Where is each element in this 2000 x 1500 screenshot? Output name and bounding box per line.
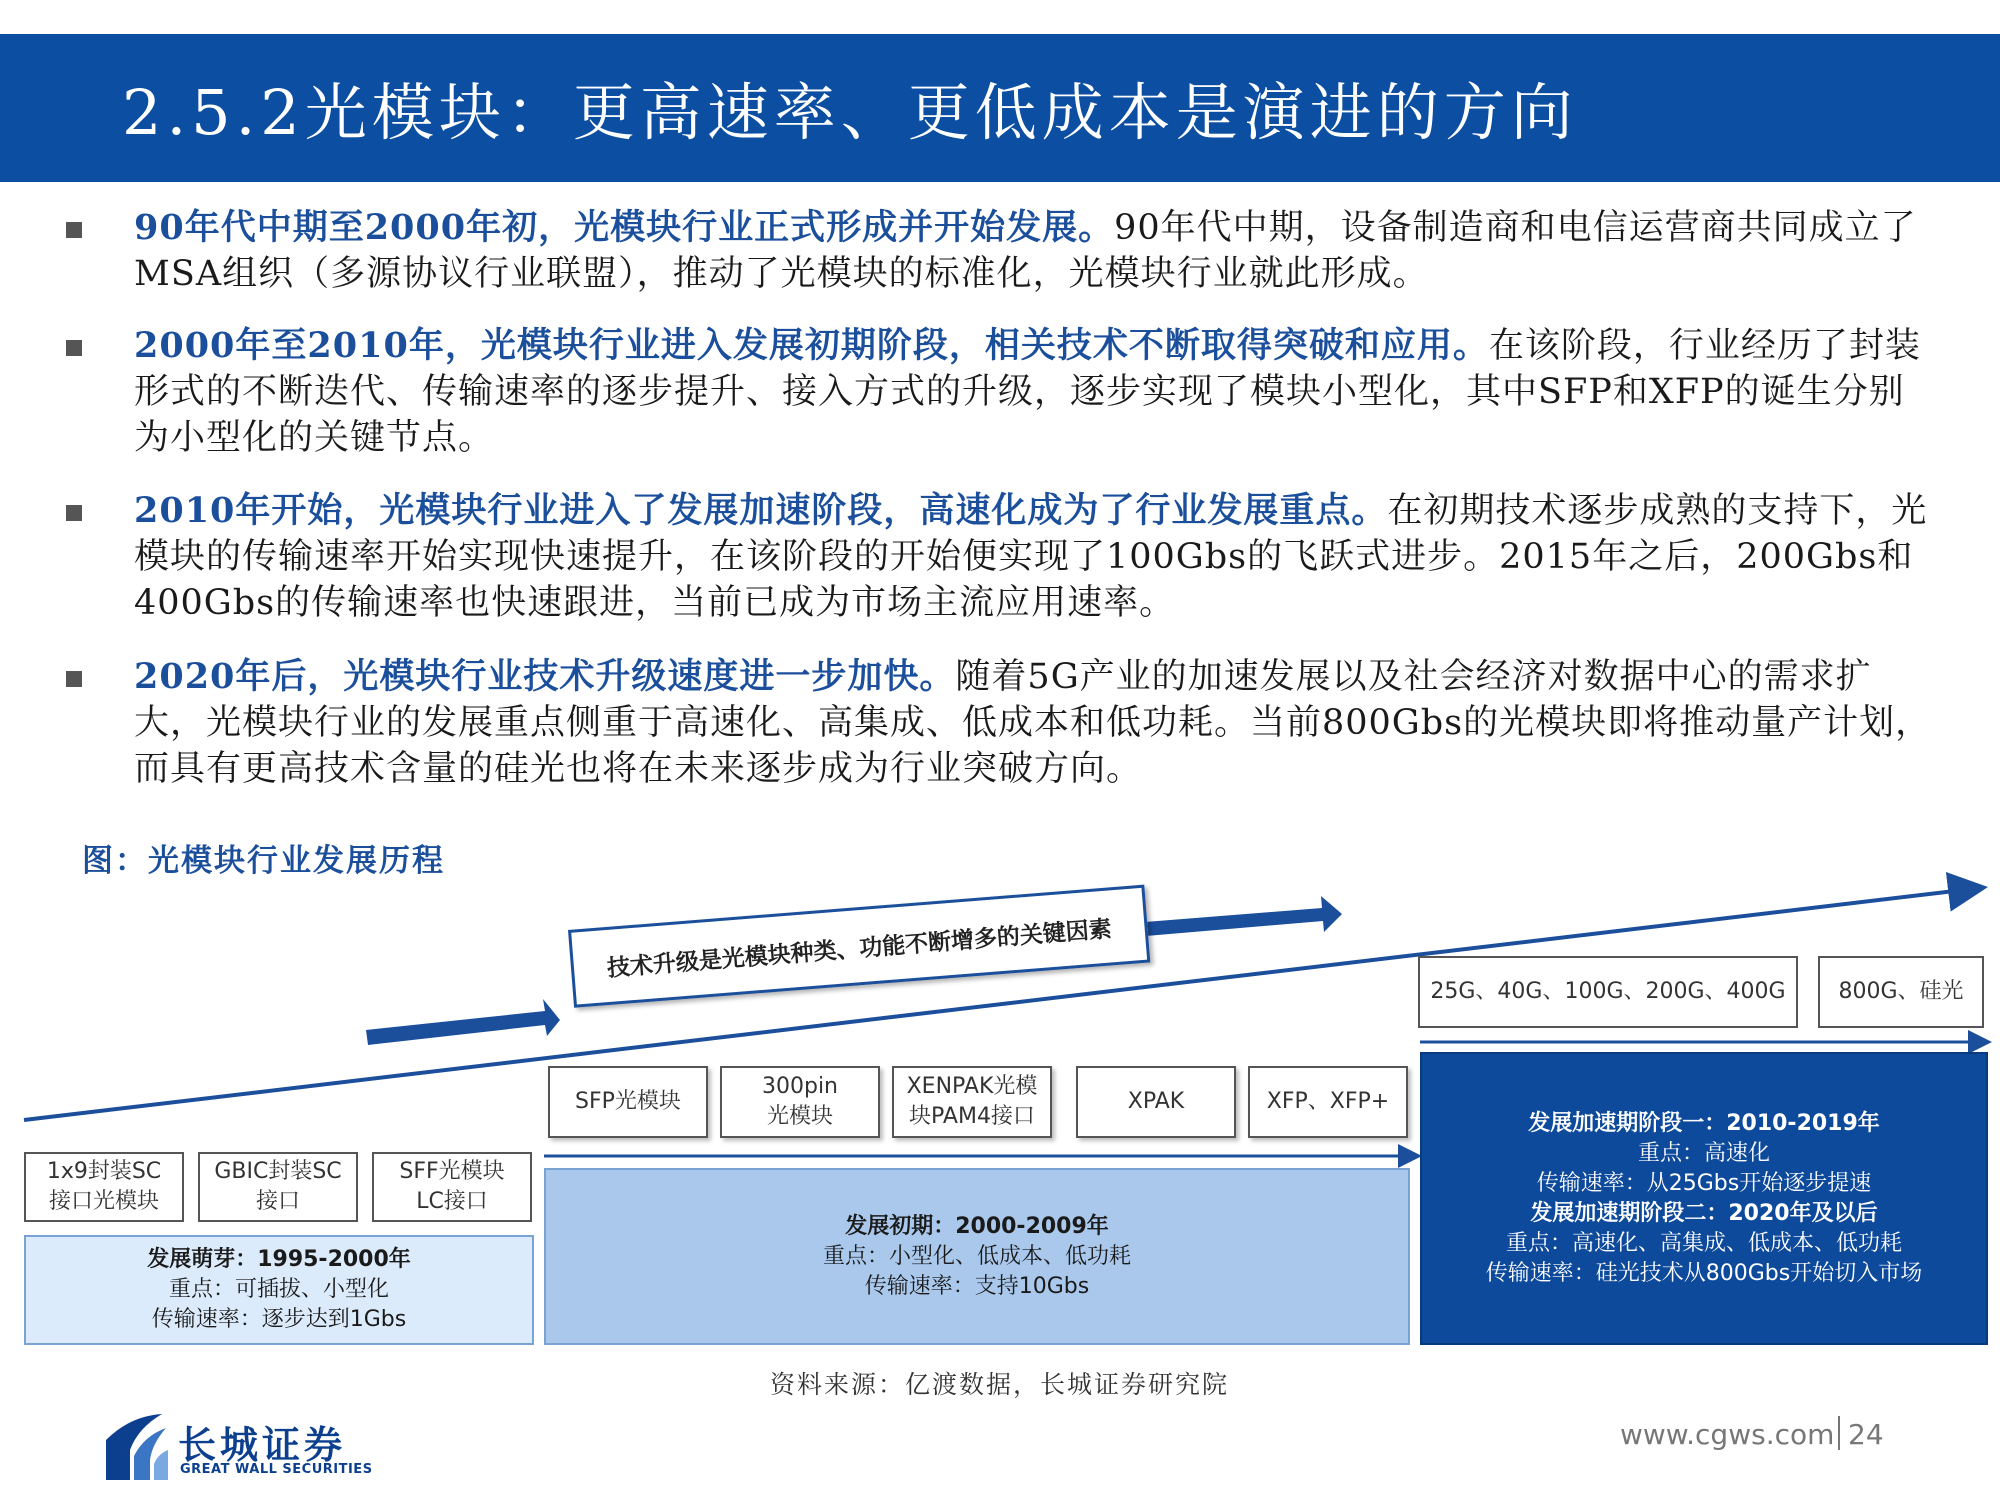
product-box: 800G、硅光 <box>1818 956 1984 1028</box>
bullet-square-icon <box>66 505 82 521</box>
product-box: XFP、XFP+ <box>1248 1066 1408 1138</box>
product-box: GBIC封装SC 接口 <box>198 1152 358 1222</box>
stage-line: 传输速率：逐步达到1Gbs <box>151 1307 407 1332</box>
stage-line: 重点：可插拔、小型化 <box>168 1277 389 1302</box>
stage-line: 重点：小型化、低成本、低功耗 <box>822 1243 1131 1269</box>
tech-upgrade-arrow-left <box>366 999 560 1045</box>
page-title: 2.5.2光模块：更高速率、更低成本是演进的方向 <box>122 76 1578 149</box>
bullet-body: 在初期技术逐步成熟的支持下，光模块的传输速率开始实现快速提升，在该阶段的开始便实现了100Gbs的飞跃式进步。2015年之后，200Gbs和400Gbs的传输速率也快速跟进，当前已成为市场主流应用速率。 <box>134 491 1928 623</box>
page-number: 24 <box>1848 1418 1884 1451</box>
bullet-square-icon <box>66 671 82 687</box>
stage-title: 发展加速期阶段二：2020年及以后 <box>1530 1200 1878 1226</box>
tech-upgrade-banner: 技术升级是光模块种类、功能不断增多的关键因素 <box>568 885 1150 1008</box>
tech-upgrade-arrow-right <box>1145 896 1342 936</box>
bullet-text <box>134 654 1934 792</box>
stage-line: 重点：高速化、高集成、低成本、低功耗 <box>1505 1230 1902 1256</box>
bullet-lead: 2010年开始，光模块行业进入了发展加速阶段，高速化成为了行业发展重点。 <box>134 490 1388 531</box>
stage-line: 传输速率：支持10Gbs <box>864 1273 1090 1299</box>
great-wall-logo-icon <box>100 1410 170 1482</box>
bullet-text <box>134 323 1934 461</box>
footer-separator <box>1838 1416 1840 1450</box>
product-box: XPAK <box>1076 1066 1236 1138</box>
logo-english-name: GREAT WALL SECURITIES <box>180 1462 373 1477</box>
stage-line: 传输速率：硅光技术从800Gbs开始切入市场 <box>1485 1260 1923 1286</box>
stage-box-acceleration <box>1420 1052 1988 1345</box>
product-box: 25G、40G、100G、200G、400G <box>1418 956 1798 1028</box>
stage-line: 重点：高速化 <box>1637 1140 1770 1166</box>
bullet-text <box>134 205 1934 297</box>
product-box: 1x9封装SC 接口光模块 <box>24 1152 184 1222</box>
bullet-body: 90年代中期，设备制造商和电信运营商共同成立了MSA组织（多源协议行业联盟），推动了光模块的标准化，光模块行业就此形成。 <box>134 208 1917 294</box>
timeline-diagram <box>0 870 2000 1370</box>
logo-chinese-name: 长城证券 <box>178 1423 347 1467</box>
bullet-square-icon <box>66 222 82 238</box>
stage-title: 发展萌芽：1995-2000年 <box>147 1247 411 1272</box>
title-bar <box>0 34 2000 182</box>
figure-caption: 图：光模块行业发展历程 <box>82 843 445 879</box>
stage-box-early <box>544 1168 1410 1345</box>
stage-title: 发展初期：2000-2009年 <box>845 1213 1109 1239</box>
bullet-lead: 90年代中期至2000年初，光模块行业正式形成并开始发展。 <box>134 207 1115 248</box>
product-box: SFP光模块 <box>548 1066 708 1138</box>
bullet-lead: 2020年后，光模块行业技术升级速度进一步加快。 <box>134 656 956 697</box>
bullet-lead: 2000年至2010年，光模块行业进入发展初期阶段，相关技术不断取得突破和应用。 <box>134 325 1489 366</box>
product-box: SFF光模块 LC接口 <box>372 1152 532 1222</box>
stage-title: 发展加速期阶段一：2010-2019年 <box>1528 1110 1880 1136</box>
bullet-body: 随着5G产业的加速发展以及社会经济对数据中心的需求扩大，光模块行业的发展重点侧重于高速化、高集成、低成本和低功耗。当前800Gbs的光模块即将推动量产计划，而具有更高技术含量的硅光也将在未来逐步成为行业突破方向。 <box>134 657 1932 789</box>
bullet-square-icon <box>66 340 82 356</box>
footer-url[interactable]: www.cgws.com <box>1620 1418 1835 1451</box>
bullet-text <box>134 488 1934 626</box>
stage-box-germination <box>24 1235 534 1345</box>
product-box: 300pin 光模块 <box>720 1066 880 1138</box>
bullet-body: 在该阶段，行业经历了封装形式的不断迭代、传输速率的逐步提升、接入方式的升级，逐步实现了模块小型化，其中SFP和XFP的诞生分别为小型化的关键节点。 <box>134 326 1921 458</box>
stage-line: 传输速率：从25Gbs开始逐步提速 <box>1536 1170 1872 1196</box>
product-box: XENPAK光模 块PAM4接口 <box>892 1066 1052 1138</box>
source-note: 资料来源：亿渡数据，长城证券研究院 <box>770 1370 1230 1399</box>
company-logo <box>100 1410 430 1482</box>
